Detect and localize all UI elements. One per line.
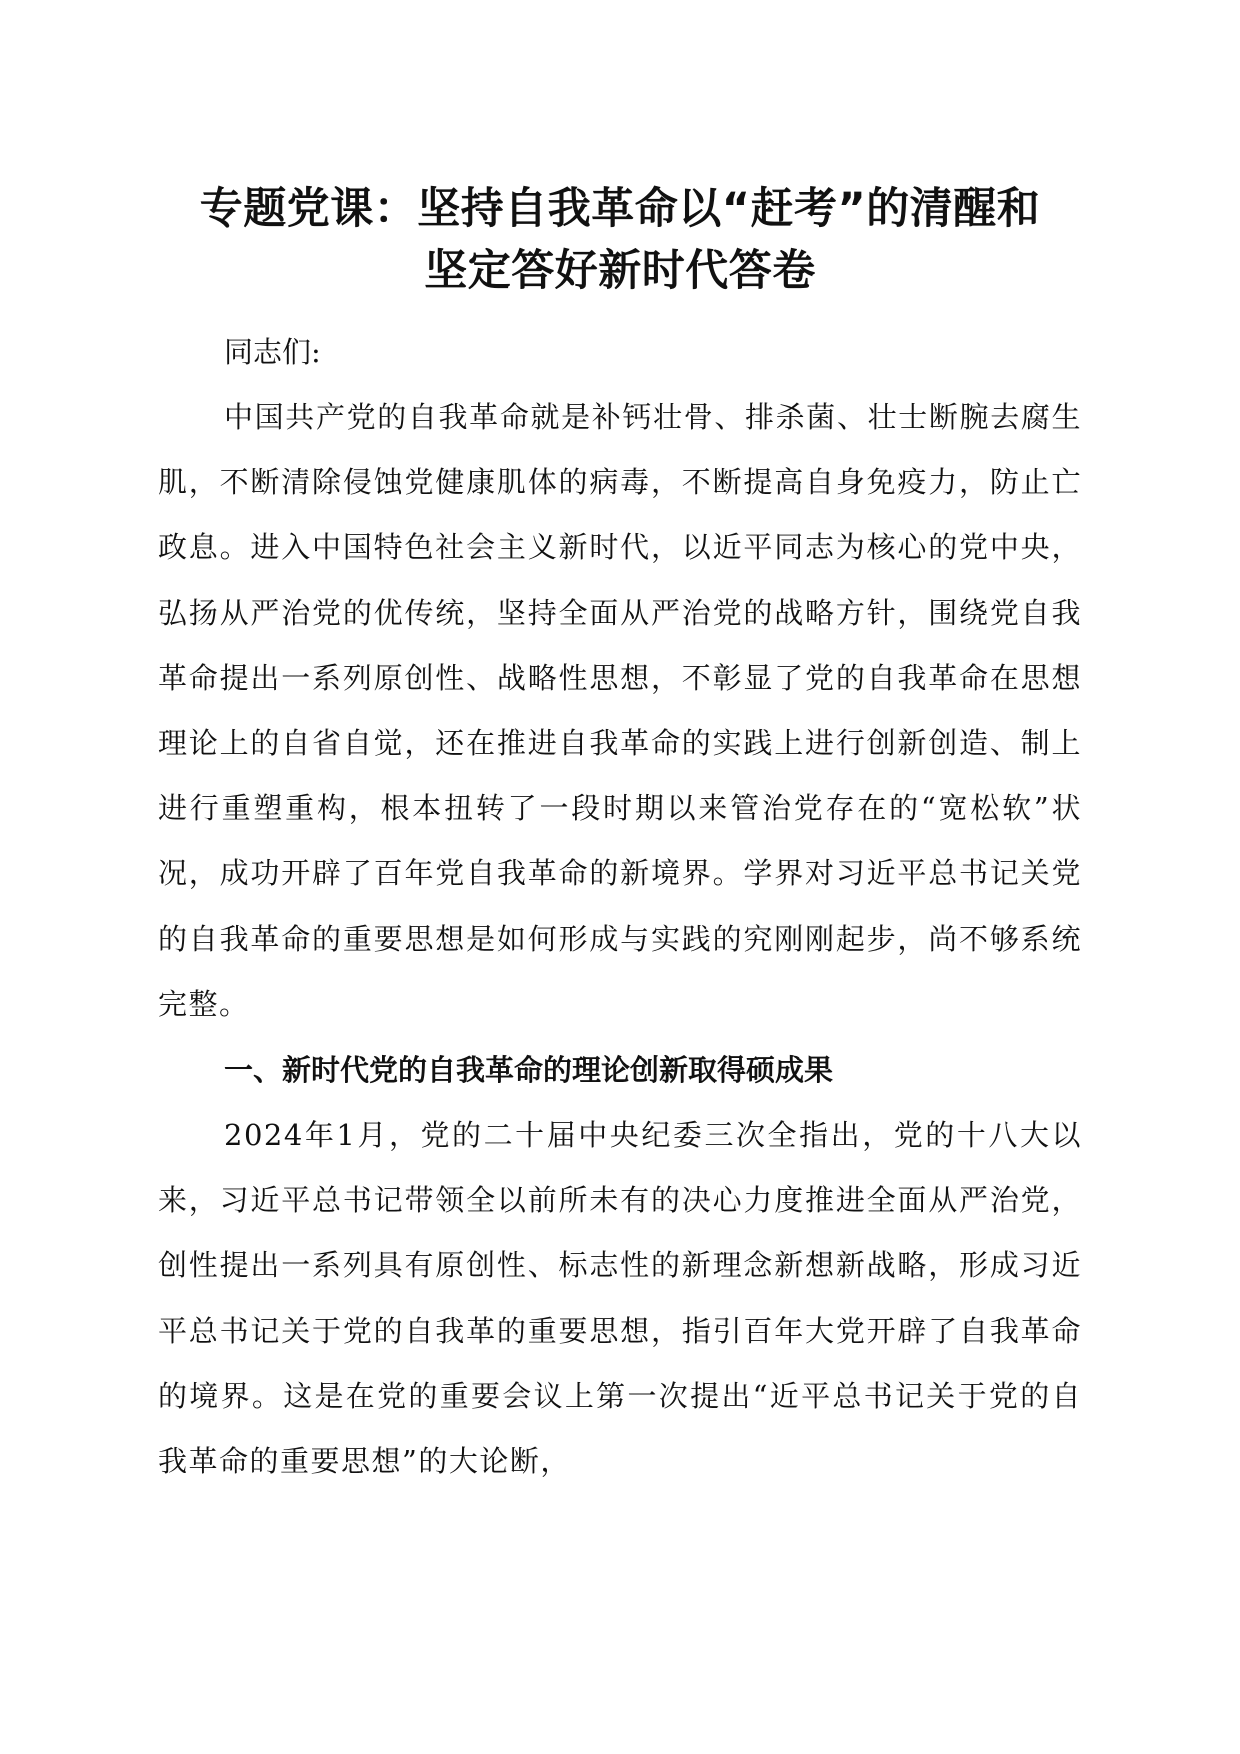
section-heading-1: 一、新时代党的自我革命的理论创新取得硕成果 [224,1053,834,1088]
title-line-1: 专题党课：坚持自我革命以“赶考”的清醒和 [199,184,1041,234]
title-line-2: 坚定答好新时代答卷 [424,246,816,296]
greeting: 同志们: [224,335,321,369]
paragraph-section-1: 2024年1月，党的二十届中央纪委三次全指出，党的十八大以来，习近平总书记带领全以前所未有的决心力度推进全面从严治党，创性提出一系列具有原创性、标志性的新理念新想新战略，形成习近平总书记关于党的自我革的重要思想，指引百年大党开辟了自我革命的境界。这是在党的重要会议上第一次提出“近平总书记关于党的自我革命的重要思想”的大论断， [158,1118,1082,1479]
document-page [158,178,1082,1494]
document-title [158,178,1082,302]
paragraph-intro: 中国共产党的自我革命就是补钙壮骨、排杀菌、壮士断腕去腐生肌，不断清除侵蚀党健康肌体的病毒，不断提高自身免疫力，防止亡政息。进入中国特色社会主义新时代，以近平同志为核心的党中央，弘扬从严治党的优传统，坚持全面从严治党的战略方针，围绕党自我革命提出一系列原创性、战略性思想，不彰显了党的自我革命在思想理论上的自省自觉，还在推进自我革命的实践上进行创新创造、制上进行重塑重构，根本扭转了一段时期以来管治党存在的“宽松软”状况，成功开辟了百年党自我革命的新境界。学界对习近平总书记关党的自我革命的重要思想是如何形成与实践的究刚刚起步，尚不够系统完整。 [158,400,1082,1021]
